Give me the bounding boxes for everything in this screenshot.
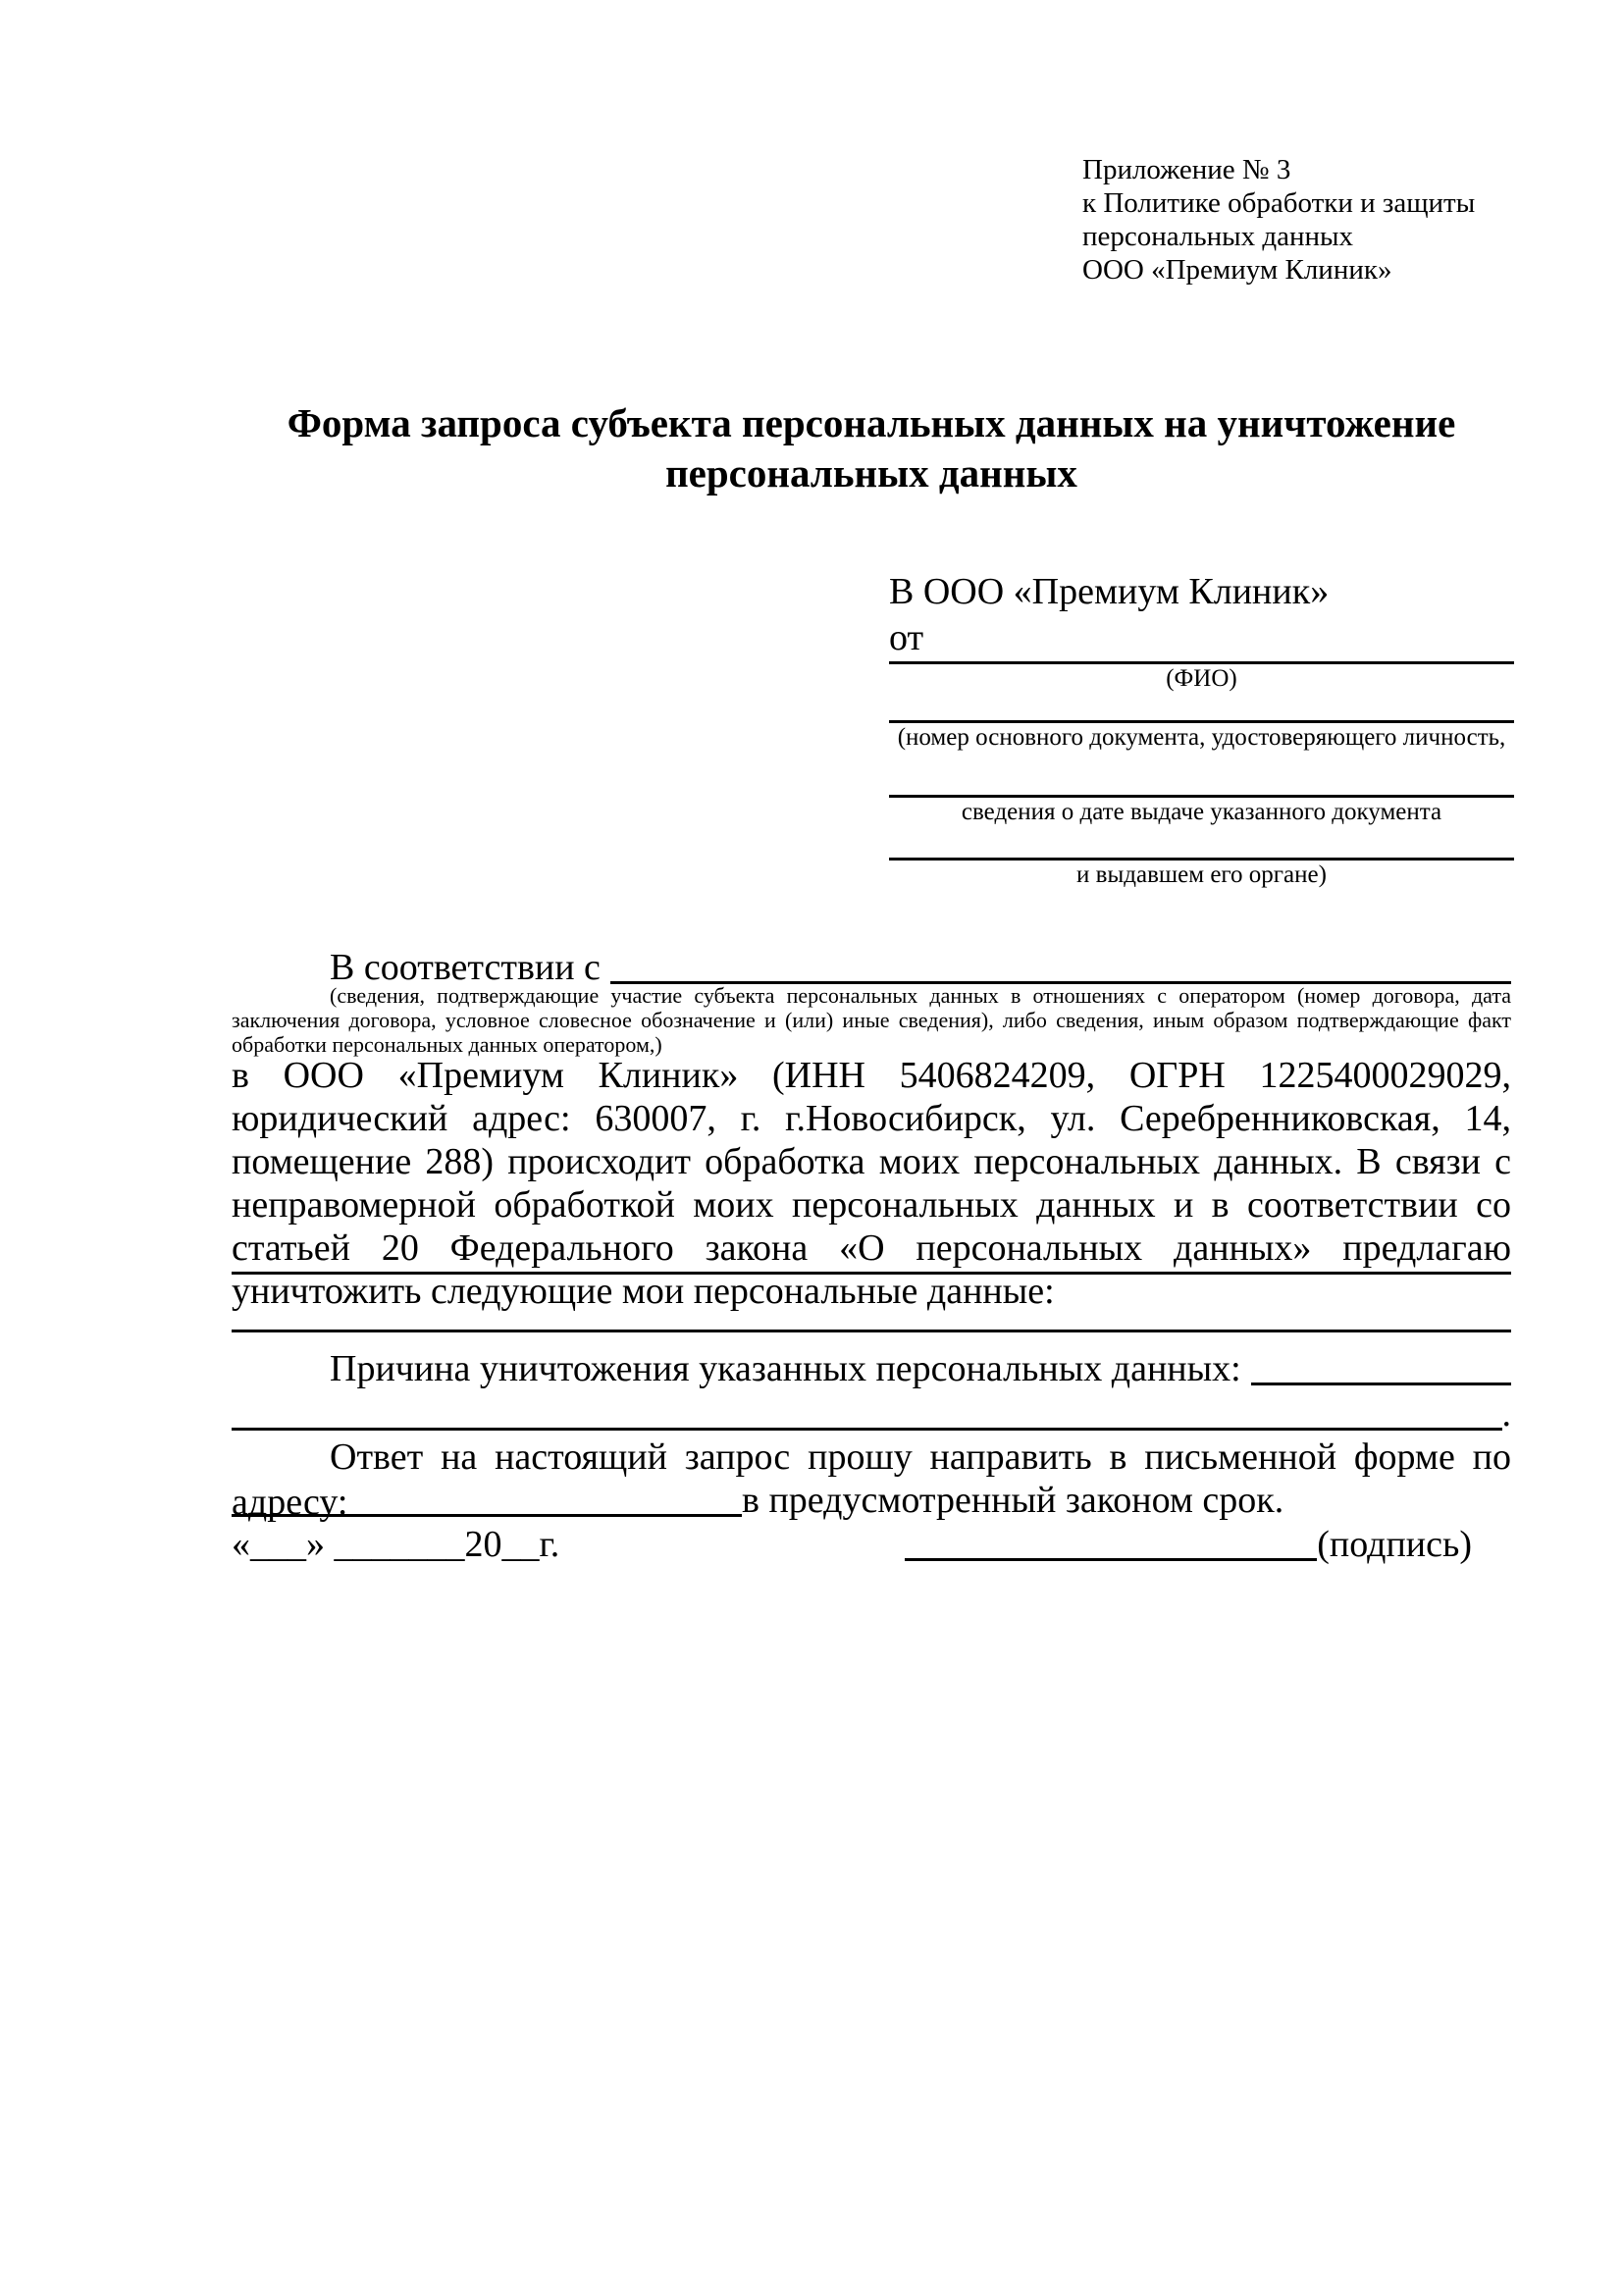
personal-data-blank-line-2[interactable] (232, 1330, 1511, 1332)
addressee-org: В ООО «Премиум Клиник» (889, 571, 1330, 612)
issuing-authority-caption: и выдавшем его органе) (1076, 861, 1327, 888)
signature-caption: (подпись) (1317, 1524, 1472, 1565)
reason-blank-line[interactable] (1251, 1346, 1511, 1385)
date-signature-row (232, 1522, 1511, 1567)
document-number-caption: (номер основного документа, удостоверяющего личность, (897, 724, 1506, 751)
personal-data-blank-line-1[interactable] (232, 1272, 1511, 1275)
reason-period: . (1501, 1393, 1511, 1435)
appendix-header (1082, 153, 1475, 287)
reason-label: Причина уничтожения указанных персональных данных: (330, 1348, 1241, 1389)
date-line[interactable]: «___» _______20__г. (232, 1524, 560, 1565)
reply-sentence: Ответ на настоящий запрос прошу направить в письменной форме по адресу: (232, 1436, 1511, 1523)
appendix-line-3: персональных данных (1082, 221, 1354, 252)
address-blank-line[interactable] (232, 1478, 742, 1517)
signature-group (905, 1522, 1472, 1567)
reason-continuation-row (232, 1391, 1511, 1436)
reply-address-row (232, 1478, 1511, 1523)
main-paragraph: в ООО «Премиум Клиник» (ИНН 5406824209, ОГРН 1225400029029, юридический адрес: 630007, г. г.Новосибирск, ул. Серебренниковская, 14, помещение 288) происходит обработка моих персональных данных. В связи с неправомерной обработкой моих персональных данных и в соответствии со статьей 20 Федерального закона «О персональных данных» предлагаю уничтожить следующие мои персональные данные: (232, 1055, 1511, 1312)
page-title: Форма запроса субъекта персональных данных на уничтожение персональных данных (287, 400, 1456, 496)
accordance-blank-line[interactable] (610, 945, 1511, 984)
accordance-fine-print: (сведения, подтверждающие участие субъекта персональных данных в отношениях с оператором (номер договора, дата заключения договора, условное словесное обозначение и (или) иные сведения), либо сведения, иным образом подтверждающие факт обработки персональных данных оператором,) (232, 983, 1511, 1057)
reason-row (232, 1346, 1511, 1391)
addressee-from-label: от (889, 617, 924, 658)
appendix-line-2: к Политике обработки и защиты (1082, 187, 1476, 219)
addressee-block (889, 569, 1514, 890)
appendix-line-4: ООО «Премиум Клиник» (1082, 254, 1392, 286)
signature-blank-line[interactable] (905, 1522, 1317, 1561)
reply-tail: в предусмотренный законом срок. (742, 1480, 1284, 1521)
reason-blank-line-2[interactable] (232, 1391, 1502, 1431)
fio-caption: (ФИО) (1166, 665, 1237, 692)
appendix-line-1: Приложение № 3 (1082, 154, 1291, 185)
accordance-label: В соответствии с (330, 947, 601, 988)
issue-date-caption: сведения о дате выдаче указанного документа (961, 799, 1442, 825)
